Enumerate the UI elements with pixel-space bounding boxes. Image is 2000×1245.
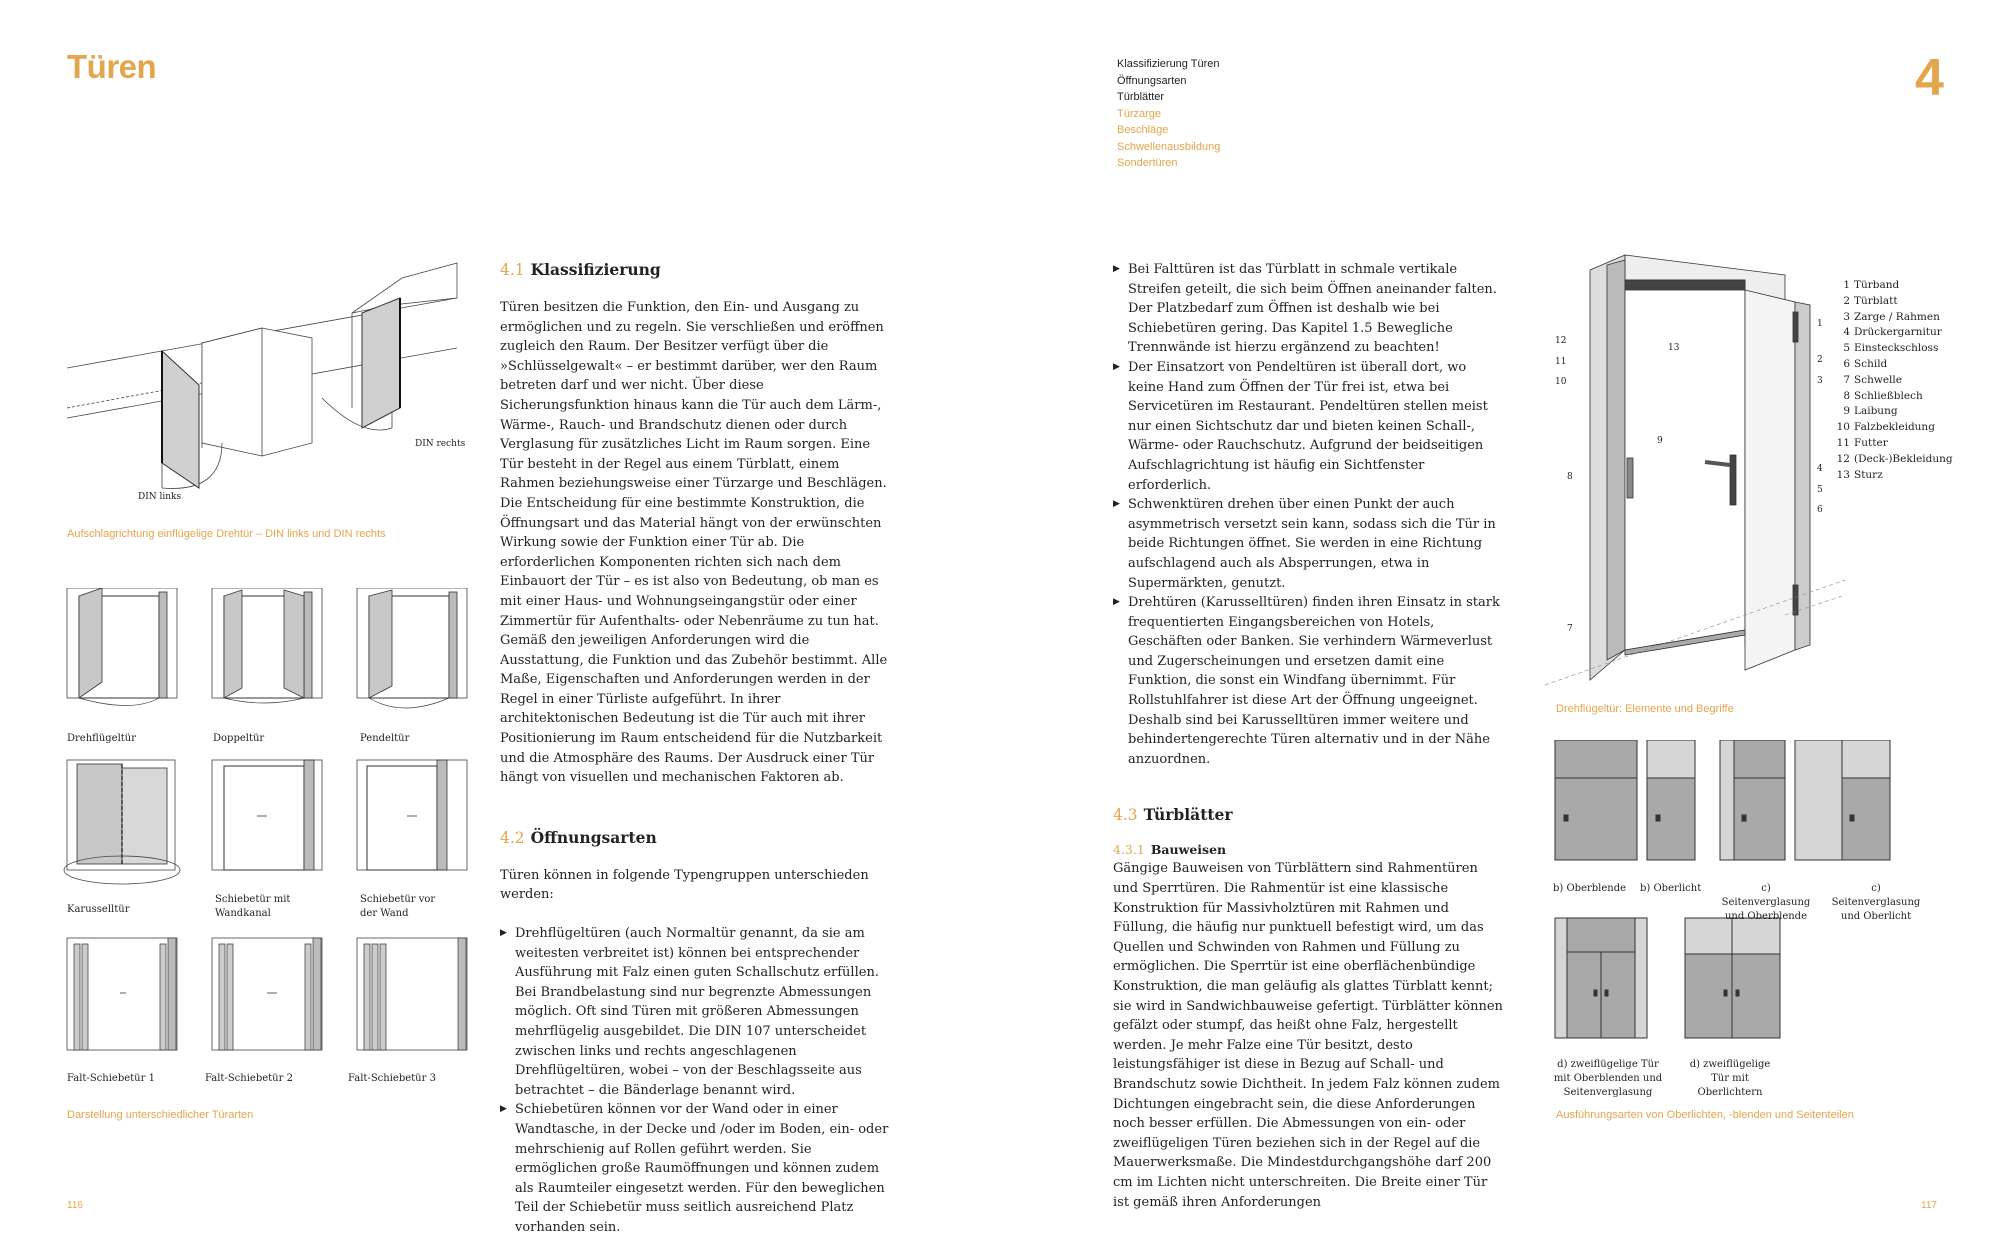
section-intro: Türen können in folgende Typengruppen unterschieden werden: (500, 867, 869, 903)
callout-number: 10 (1555, 377, 1567, 387)
subsection-paragraph: Gängige Bauweisen von Türblättern sind Rahmentüren und Sperrtüren. Die Rahmentür ist eine klassische Konstruktion für Massivholztüren mit Rahmen und Füllung, die häufig nur punktuell befestigt wird, um das Quellen und Schwinden von Rahmen und Füllung zu ermöglichen. Die Sperrtür ist eine oberflächenbündige Konstruktion, die man geläufig als glattes Türblatt kennt; sie wird in Sandwichbauweise gefertigt. Türblätter können gefälzt oder stumpf, das heißt ohne Falz, hergestellt werden. Je mehr Falze eine Tür besitzt, desto leistungsfähiger ist diese in Bezug auf Schall- und Brandschutz sowie Dichtheit. In jedem Falz können zudem Dichtungen eingebracht sein, die diese Anforderungen noch besser erfüllen. Die Abmessungen von ein- oder zweiflügeligen Türen beziehen sich in der Regel auf die Mauerwerksmaße. Die Mindestdurchgangshöhe darf 200 cm im Lichten nicht unterschreiten. Die Breite einer Tür ist gemäß ihren Anforderungen (1113, 861, 1503, 1210)
callout-number: 6 (1817, 505, 1823, 515)
figure-caption: Ausführungsarten von Oberlichten, -blenden und Seitenteilen (1556, 1109, 1854, 1121)
variant-label: b) Oberblende (1553, 883, 1627, 894)
variant-zweifluegelig-oberblenden-seitenverglasung (1555, 918, 1647, 1038)
door-types-figure (62, 588, 472, 1058)
page-title: Türen (67, 48, 157, 85)
callout-number: 1 (1817, 319, 1823, 329)
legend-item: 1 Türband (1843, 279, 1900, 291)
legend-item: 7 Schwelle (1843, 373, 1902, 386)
bullet-item: ▶ Bei Falttüren ist das Türblatt in schmale vertikale Streifen geteilt, die sich beim Öffnen aneinander falten. Der Platzbedarf zum Öffnen ist deshalb wie bei Schiebetüren gering. Das Kapitel 1.5 Bewegliche Trennwände ist hierzu ergänzend zu beachten! (1113, 260, 1503, 358)
page-number-left: 116 (67, 1200, 83, 1211)
din-right-label: DIN rechts (415, 439, 466, 449)
bullet-item: ▶ Drehflügeltüren (auch Normaltür genannt, da sie am weitesten verbreitet ist) können bei entsprechender Ausführung mit Falz einen guten Schallschutz erfüllen. Bei Brandbelastung sind nur begrenzte Abmessungen möglich. Oft sind Türen mit größeren Abmessungen mehrflügelig ausgebildet. Die DIN 107 unterscheidet zwischen links und rechts angeschlagenen Drehflügeltüren, wobei – von der Beschlagsseite aus betrachtet – die Bänderlage benannt wird. (500, 924, 892, 1100)
din-opening-figure (62, 258, 472, 508)
legend-item: 4 Drückergarnitur (1843, 326, 1942, 339)
variant-label: b) Oberlicht (1640, 883, 1702, 894)
legend-item: 12 (Deck-)Bekleidung (1836, 452, 1953, 465)
variant-seitenverglasung-oberblende (1720, 740, 1785, 860)
door-type-drehfluegeltuer (67, 588, 177, 706)
door-type-karusselltuer (64, 760, 180, 884)
section-heading-4-3: 4.3 Türblätter (1113, 805, 1233, 825)
door-type-label-4: Karusselltür (67, 904, 130, 915)
bullet-list (500, 924, 892, 1238)
subsection-heading-4-3-1: 4.3.1 Bauweisen (1113, 842, 1227, 858)
page-number-right: 117 (1921, 1200, 1937, 1211)
toc-item-tuerblaetter[interactable]: Türblätter (1117, 91, 1165, 103)
bullet-item: ▶ Schiebetüren können vor der Wand oder in einer Wandtasche, in der Decke und /oder im Boden, ein- oder mehrschienig auf Rollen geführt werden. Sie ermöglichen große Raumöffnungen und können zudem als Raumteiler eingesetzt werden. Für den beweglichen Teil der Schiebetür muss seitlich ausreichend Platz vorhanden sein. (500, 1100, 892, 1237)
callout-number: 2 (1817, 355, 1823, 365)
variant-label: c) Seitenverglasung und Oberblende (1721, 883, 1811, 922)
variant-label: d) zweiflügelige Tür mit Oberlichtern (1689, 1059, 1771, 1098)
toc-item-sondertueren[interactable]: Sondertüren (1117, 157, 1178, 169)
callout-number: 7 (1567, 624, 1573, 634)
door-type-label-7: Falt-Schiebetür 1 (67, 1073, 155, 1084)
bullet-item: ▶ Drehtüren (Karusselltüren) finden ihren Einsatz in stark frequentierten Eingangsbereichen von Hotels, Geschäften oder Banken. Sie verhindern Wärmeverlust und Zugerscheinungen und ersetzen damit eine Funktion, die sonst ein Windfang übernimmt. Für Rollstuhlfahrer ist diese Art der Öffnung ungeeignet. Deshalb sind bei Karusselltüren immer weitere und behindertengerechte Türen alternativ und in der Nähe anzuordnen. (1113, 593, 1503, 769)
door-type-schiebetuer-vor-der-wand (357, 760, 467, 870)
legend-item: 2 Türblatt (1843, 294, 1898, 307)
toc-item-klassifizierung[interactable]: Klassifizierung Türen (1117, 58, 1220, 70)
variant-label: d) zweiflügelige Tür mit Oberblenden und Seitenverglasung (1553, 1059, 1663, 1098)
figure-caption: Drehflügeltür: Elemente und Begriffe (1556, 703, 1734, 715)
door-type-schiebetuer-wandkanal (212, 760, 322, 870)
callout-number: 8 (1567, 472, 1573, 482)
figure-caption: Darstellung unterschiedlicher Türarten (67, 1109, 254, 1121)
legend-item: 8 Schließblech (1843, 389, 1923, 402)
bullet-item: ▶ Der Einsatzort von Pendeltüren ist überall dort, wo keine Hand zum Öffnen der Tür frei ist, etwa bei Servicetüren im Restaurant. Pendeltüren stellen meist nur einen Sichtschutz dar und bieten keinen Schall-, Wärme- oder Rauchschutz. Aufgrund der beidseitigen Aufschlagrichtung ist häufig ein Sichtfenster erforderlich. (1113, 358, 1503, 495)
variant-oberblende (1555, 740, 1637, 860)
door-type-falt-schiebetuer-2 (212, 938, 322, 1050)
door-type-label-1: Drehflügeltür (67, 733, 137, 744)
toc-item-oeffnungsarten[interactable]: Öffnungsarten (1117, 74, 1187, 87)
toc-item-beschlaege[interactable]: Beschläge (1117, 124, 1169, 136)
legend-item: 3 Zarge / Rahmen (1843, 310, 1940, 323)
door-type-falt-schiebetuer-3 (357, 938, 467, 1050)
bullet-list (1113, 260, 1503, 769)
toc-item-schwellenausbildung[interactable]: Schwellenausbildung (1117, 140, 1221, 153)
door-type-label-5: Schiebetür mit Wandkanal (215, 894, 291, 919)
din-left-label: DIN links (138, 492, 182, 502)
section-paragraph: Türen besitzen die Funktion, den Ein- und Ausgang zu ermöglichen und zu regeln. Sie verschließen und eröffnen zugleich den Raum. Der Besitzer verfügt über die »Schlüsselgewalt« – er bestimmt darüber, wer den Raum betreten darf und wer nicht. Über diese Sicherungsfunktion hinaus kann die Tür auch dem Lärm-, Wärme-, Rauch- und Brandschutz dienen oder durch Verglasung für zusätzliches Licht im Raum sorgen. Eine Tür besteht in der Regel aus einem Türblatt, einem Rahmen beziehungsweise einer Türzarge und Beschlägen. Die Entscheidung für eine bestimmte Konstruktion, die Öffnungsart und das Material hängt von der erwünschten Wirkung sowie der Funktion einer Tür ab. Die erforderlichen Komponenten richten sich nach dem Einbauort der Tür – es ist also von Bedeutung, ob man es mit einer Haus- und Wohnungseingangstür oder einer Zimmertür für Aufenthalts- oder Nebenräume zu tun hat. Gemäß den jeweiligen Anforderungen wird die Ausstattung, die Funktion und das Zubehör bestimmt. Alle Maße, Eigenschaften und Anforderungen werden in der Regel in einer Türliste aufgeführt. In ihrer architektonischen Bedeutung ist die Tür auch mit ihrer Positionierung im Raum entscheidend für die Nutzbarkeit und die Atmosphäre des Raums. Der Ausdruck einer Tür hängt von visuellen und mechanischen Faktoren ab. (500, 300, 888, 786)
door-type-label-8: Falt-Schiebetür 2 (205, 1073, 293, 1084)
callout-number: 5 (1817, 485, 1823, 495)
callout-number: 11 (1555, 357, 1567, 367)
variant-zweifluegelig-oberlichter (1685, 918, 1780, 1038)
callout-number: 4 (1817, 464, 1823, 474)
section-heading-4-2: 4.2 Öffnungsarten (500, 827, 657, 847)
text-column-1 (500, 260, 892, 1238)
door-type-falt-schiebetuer-1 (67, 938, 177, 1050)
door-type-label-6: Schiebetür vor der Wand (360, 894, 436, 919)
variant-label: c) Seitenverglasung und Oberlicht (1831, 883, 1921, 922)
chapter-toc (1117, 56, 1220, 172)
legend-item: 6 Schild (1843, 357, 1888, 370)
figure-caption: Aufschlagrichtung einflügelige Drehtür – DIN links und DIN rechts (67, 528, 386, 540)
door-type-label-2: Doppeltür (213, 733, 265, 744)
callout-number: 12 (1555, 336, 1567, 346)
text-column-2 (1113, 260, 1503, 1212)
callout-number: 9 (1657, 436, 1663, 446)
door-type-doppeltuer (212, 588, 322, 703)
legend-item: 9 Laibung (1843, 405, 1898, 418)
door-type-pendeltuer (357, 588, 467, 708)
legend-item: 13 Sturz (1836, 468, 1883, 481)
callout-number: 13 (1668, 343, 1680, 353)
door-elements-legend (1828, 278, 1953, 483)
bullet-item: ▶ Schwenktüren drehen über einen Punkt der auch asymmetrisch versetzt sein kann, sodass sich die Tür in beide Richtungen öffnet. Sie werden in eine Richtung aufschlagend auch als Absperrungen, etwa in Supermärkten, genutzt. (1113, 495, 1503, 593)
toc-item-tuerzarge[interactable]: Türzarge (1117, 107, 1162, 120)
door-type-label-3: Pendeltür (360, 733, 410, 744)
section-heading-4-1: 4.1 Klassifizierung (500, 260, 661, 279)
chapter-number: 4 (1915, 49, 1944, 107)
legend-item: 5 Einsteckschloss (1843, 342, 1939, 355)
variant-seitenverglasung-oberlicht (1795, 740, 1890, 860)
door-type-label-9: Falt-Schiebetür 3 (348, 1073, 436, 1084)
door-elements-figure (1545, 250, 1845, 700)
variant-oberlicht (1647, 740, 1695, 860)
legend-item: 10 Falzbekleidung (1836, 421, 1935, 434)
legend-item: 11 Futter (1836, 436, 1888, 449)
callout-number: 3 (1817, 376, 1823, 386)
